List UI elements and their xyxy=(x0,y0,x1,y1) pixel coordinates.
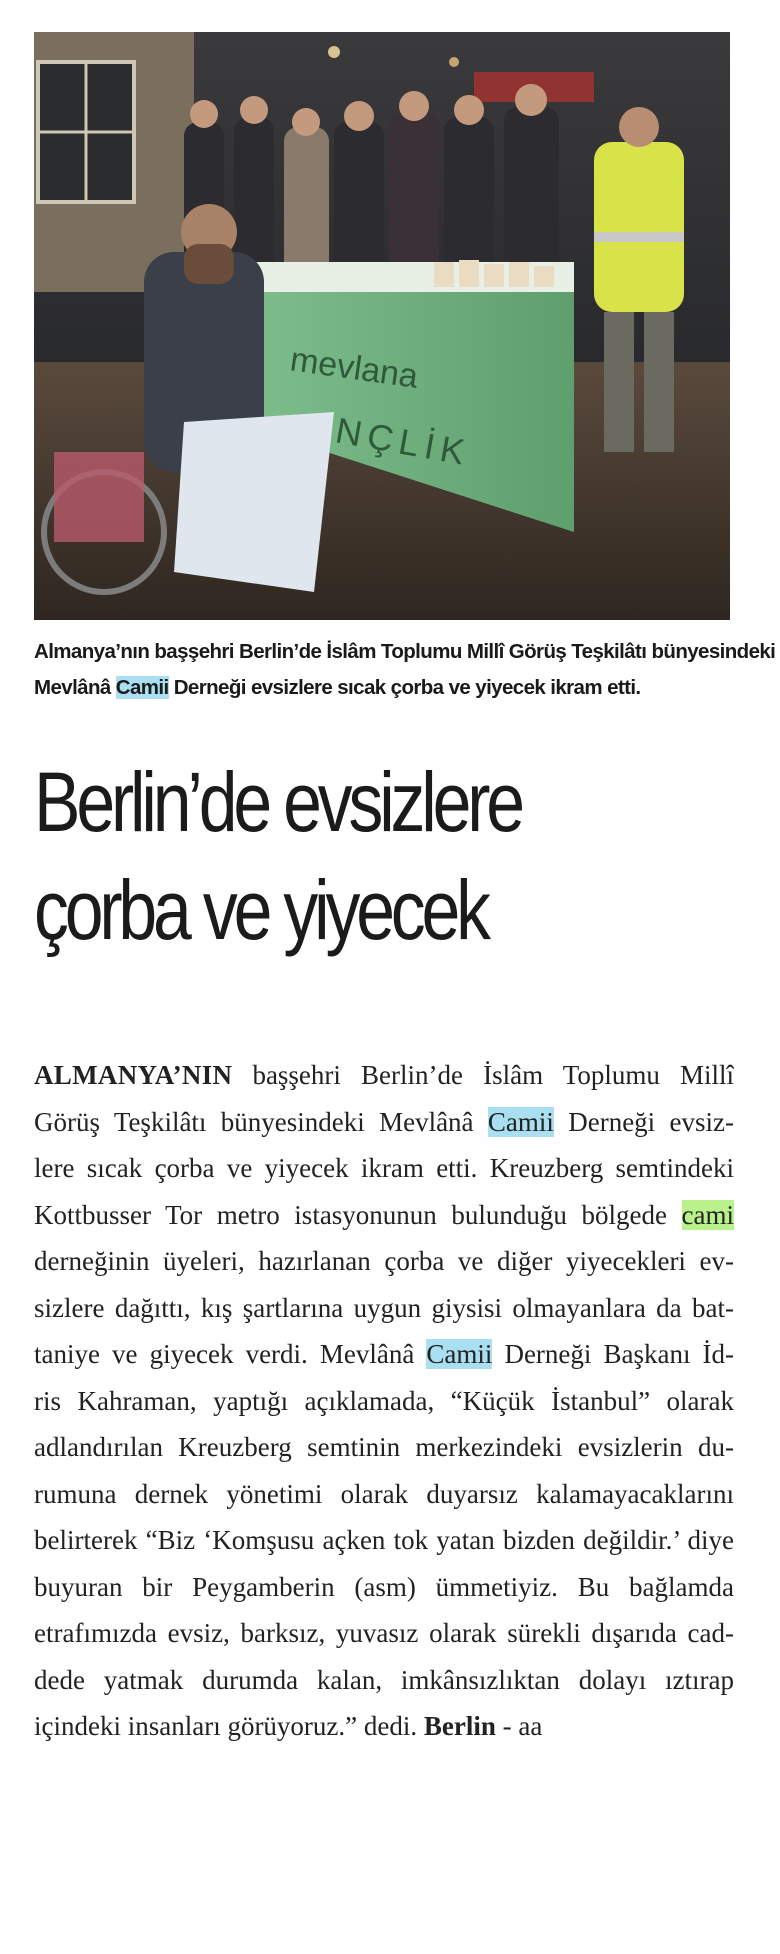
headline-line-2: çorba ve yiyecek xyxy=(34,863,487,957)
body-text: Kottbusser Tor metro istasyonunun bulunduğu bölgede xyxy=(34,1199,682,1230)
body-line: rumuna dernek yönetimi olarak duyarsız kalamayacaklarını xyxy=(34,1478,734,1509)
highlighted-term: Camii xyxy=(115,676,169,699)
caption-text: Mevlânâ xyxy=(34,676,116,699)
banner-text-genclik: NÇLİK xyxy=(332,409,474,474)
body-text: Görüş Teşkilâtı bünyesindeki Mevlânâ xyxy=(34,1106,488,1137)
body-line: adlandırılan Kreuzberg semtinin merkezindeki evsizlerin du- xyxy=(34,1432,734,1462)
body-line: lere sıcak çorba ve yiyecek ikram etti. Kreuzberg semtindeki xyxy=(34,1153,734,1183)
source-city: Berlin xyxy=(423,1711,496,1741)
body-line-last xyxy=(34,1703,734,1750)
photo-illustration xyxy=(34,32,730,620)
highlighted-term: cami xyxy=(681,1199,734,1230)
body-text: Derneği Başkanı İd- xyxy=(492,1339,734,1369)
lead-word: ALMANYA’NIN xyxy=(34,1060,233,1090)
headline-line-1: Berlin’de evsizlere xyxy=(34,755,521,849)
body-line: buyuran bir Peygamberin (asm) ümmetiyiz. Bu bağlamda xyxy=(34,1571,734,1602)
body-line: sizlere dağıttı, kış şartlarına uygun giysisi olmayanlara da bat- xyxy=(34,1292,734,1323)
news-photo xyxy=(34,32,730,620)
body-text: başşehri Berlin’de İslâm Toplumu Millî xyxy=(232,1060,734,1090)
headline xyxy=(34,748,632,964)
banner-text-logo: mevlana xyxy=(287,340,421,396)
body-line: belirterek “Biz ‘Komşusu açken tok yatan bizden değildir.’ diye xyxy=(34,1525,734,1555)
body-line xyxy=(34,1052,734,1099)
caption-line-1: Almanya’nın başşehri Berlin’de İslâm Toplumu Millî Görüş Teşkilâtı bünyesindeki xyxy=(34,640,776,663)
body-text: içindeki insanları görüyoruz.” dedi. xyxy=(34,1711,424,1741)
body-line: dede yatmak durumda kalan, imkânsızlıktan dolayı ıztırap xyxy=(34,1664,734,1695)
body-line xyxy=(34,1099,734,1146)
article-body xyxy=(34,1052,734,1750)
caption-line-2 xyxy=(34,670,734,706)
photo-caption xyxy=(34,634,776,706)
caption-text: Derneği evsizlere sıcak çorba ve yiyecek ikram etti. xyxy=(168,676,641,699)
body-line: derneğinin üyeleri, hazırlanan çorba ve diğer yiyecekleri ev- xyxy=(34,1246,734,1276)
body-text: taniye ve giyecek verdi. Mevlânâ xyxy=(34,1339,427,1369)
body-line: ris Kahraman, yaptığı açıklamada, “Küçük İstanbul” olarak xyxy=(34,1385,734,1416)
highlighted-term: Camii xyxy=(487,1106,554,1137)
source-agency: - aa xyxy=(495,1711,543,1741)
highlighted-term: Camii xyxy=(426,1339,493,1369)
body-line xyxy=(34,1192,734,1239)
body-text: Derneği evsiz- xyxy=(553,1106,734,1137)
body-line: etrafımızda evsiz, barksız, yuvasız olarak sürekli dışarıda cad- xyxy=(34,1618,734,1648)
body-line xyxy=(34,1331,734,1378)
